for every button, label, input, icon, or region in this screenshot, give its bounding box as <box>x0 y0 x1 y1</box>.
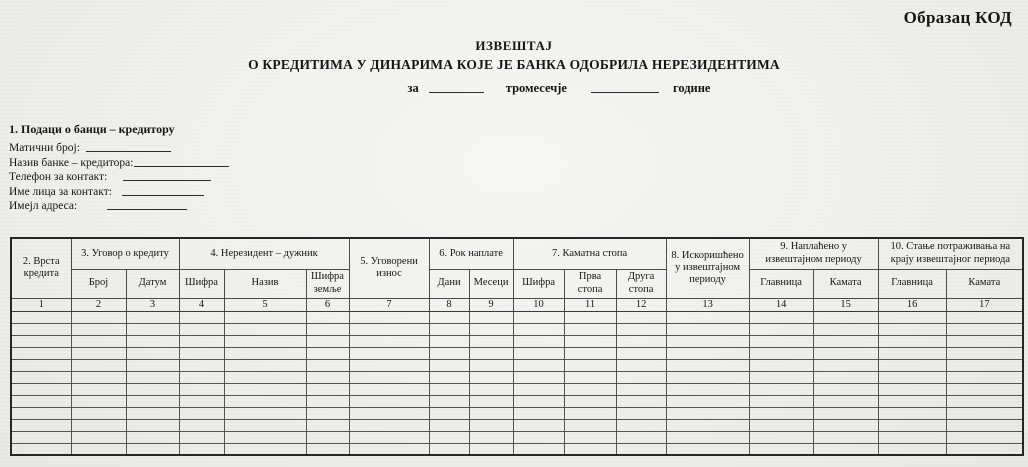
table-cell[interactable] <box>564 407 616 419</box>
table-cell[interactable] <box>564 395 616 407</box>
table-cell[interactable] <box>429 431 469 443</box>
table-cell[interactable] <box>224 359 306 371</box>
table-cell[interactable] <box>666 407 749 419</box>
table-cell[interactable] <box>224 443 306 455</box>
table-cell[interactable] <box>349 383 429 395</box>
table-cell[interactable] <box>469 395 513 407</box>
table-cell[interactable] <box>11 335 71 347</box>
table-cell[interactable] <box>564 311 616 323</box>
table-cell[interactable] <box>878 407 946 419</box>
table-cell[interactable] <box>306 371 349 383</box>
table-cell[interactable] <box>513 323 564 335</box>
table-cell[interactable] <box>749 443 813 455</box>
table-cell[interactable] <box>616 419 666 431</box>
column-number: 4 <box>179 298 224 311</box>
table-cell[interactable] <box>946 395 1023 407</box>
table-cell[interactable] <box>946 347 1023 359</box>
table-cell[interactable] <box>749 395 813 407</box>
table-cell[interactable] <box>126 419 179 431</box>
form-title-line2: О КРЕДИТИМА У ДИНАРИМА КОЈЕ ЈЕ БАНКА ОДОБРИЛА НЕРЕЗИДЕНТИМА <box>248 57 780 72</box>
table-cell[interactable] <box>349 443 429 455</box>
table-cell[interactable] <box>813 395 878 407</box>
table-row <box>11 335 1023 347</box>
table-cell[interactable] <box>564 335 616 347</box>
table-cell[interactable] <box>179 323 224 335</box>
table-cell[interactable] <box>224 323 306 335</box>
table-cell[interactable] <box>429 347 469 359</box>
table-cell[interactable] <box>429 443 469 455</box>
table-cell[interactable] <box>224 407 306 419</box>
column-number: 3 <box>126 298 179 311</box>
field-row <box>9 141 229 156</box>
table-cell[interactable] <box>11 359 71 371</box>
column-number: 15 <box>813 298 878 311</box>
table-cell[interactable] <box>813 443 878 455</box>
table-cell[interactable] <box>11 431 71 443</box>
table-cell[interactable] <box>946 359 1023 371</box>
table-cell[interactable] <box>666 347 749 359</box>
table-cell[interactable] <box>11 443 71 455</box>
table-cell[interactable] <box>71 335 126 347</box>
column-number: 13 <box>666 298 749 311</box>
table-cell[interactable] <box>126 311 179 323</box>
table-cell[interactable] <box>429 359 469 371</box>
table-cell[interactable] <box>813 359 878 371</box>
table-cell[interactable] <box>224 395 306 407</box>
table-cell[interactable] <box>179 335 224 347</box>
bank-name-field[interactable] <box>134 156 229 167</box>
table-cell[interactable] <box>749 347 813 359</box>
table-cell[interactable] <box>749 431 813 443</box>
table-cell[interactable] <box>946 335 1023 347</box>
column-number: 9 <box>469 298 513 311</box>
table-cell[interactable] <box>749 419 813 431</box>
table-cell[interactable] <box>429 323 469 335</box>
contact-phone-field[interactable] <box>123 170 211 181</box>
field-row <box>9 170 229 185</box>
table-cell[interactable] <box>878 395 946 407</box>
table-cell[interactable] <box>179 407 224 419</box>
table-cell[interactable] <box>946 419 1023 431</box>
table-cell[interactable] <box>813 431 878 443</box>
table-cell[interactable] <box>349 371 429 383</box>
sub-header-row <box>11 269 1023 298</box>
table-cell[interactable] <box>71 359 126 371</box>
col-header-interest-collected: Камата <box>813 269 878 298</box>
column-number: 2 <box>71 298 126 311</box>
period-suffix-label: године <box>672 81 711 95</box>
table-cell[interactable] <box>749 407 813 419</box>
table-cell[interactable] <box>349 347 429 359</box>
table-row <box>11 371 1023 383</box>
table-cell[interactable] <box>71 383 126 395</box>
table-cell[interactable] <box>513 383 564 395</box>
table-cell[interactable] <box>564 419 616 431</box>
table-cell[interactable] <box>946 311 1023 323</box>
field-row <box>9 199 229 214</box>
table-cell[interactable] <box>946 443 1023 455</box>
table-cell[interactable] <box>564 359 616 371</box>
table-cell[interactable] <box>349 323 429 335</box>
matical-number-label: Матични број: <box>9 142 80 154</box>
table-cell[interactable] <box>513 371 564 383</box>
table-cell[interactable] <box>71 323 126 335</box>
table-cell[interactable] <box>946 383 1023 395</box>
group-header-collection-term: 6. Рок наплате <box>429 238 513 269</box>
period-prefix-label: за <box>407 81 419 95</box>
col-header-contract-number: Број <box>71 269 126 298</box>
credits-report-table <box>10 237 1024 456</box>
table-cell[interactable] <box>469 383 513 395</box>
table-cell[interactable] <box>878 431 946 443</box>
table-row <box>11 311 1023 323</box>
table-cell[interactable] <box>513 443 564 455</box>
table-cell[interactable] <box>878 371 946 383</box>
table-cell[interactable] <box>469 359 513 371</box>
col-header-days: Дани <box>429 269 469 298</box>
column-number: 14 <box>749 298 813 311</box>
table-cell[interactable] <box>616 311 666 323</box>
table-cell[interactable] <box>666 335 749 347</box>
table-cell[interactable] <box>469 323 513 335</box>
table-body <box>11 311 1023 455</box>
table-cell[interactable] <box>429 371 469 383</box>
table-cell[interactable] <box>564 431 616 443</box>
table-cell[interactable] <box>813 335 878 347</box>
table-cell[interactable] <box>946 323 1023 335</box>
table-cell[interactable] <box>666 419 749 431</box>
table-cell[interactable] <box>564 443 616 455</box>
table-cell[interactable] <box>616 323 666 335</box>
col-header-used-in-period: 8. Искоришћено у извештајном периоду <box>666 238 749 298</box>
column-number: 6 <box>306 298 349 311</box>
group-header-row <box>11 238 1023 269</box>
table-cell[interactable] <box>126 335 179 347</box>
table-cell[interactable] <box>306 395 349 407</box>
table-cell[interactable] <box>513 419 564 431</box>
table-cell[interactable] <box>11 347 71 359</box>
table-cell[interactable] <box>71 431 126 443</box>
table-cell[interactable] <box>126 347 179 359</box>
table-row <box>11 443 1023 455</box>
col-header-interest-outstanding: Камата <box>946 269 1023 298</box>
column-number: 17 <box>946 298 1023 311</box>
col-header-months: Месеци <box>469 269 513 298</box>
group-header-claims-end-of-period: 10. Стање потраживања на крају извештајног периода <box>878 238 1023 269</box>
table-cell[interactable] <box>878 347 946 359</box>
col-header-country-code: Шифра земље <box>306 269 349 298</box>
table-cell[interactable] <box>11 311 71 323</box>
table-cell[interactable] <box>126 443 179 455</box>
table-cell[interactable] <box>749 323 813 335</box>
table-row <box>11 431 1023 443</box>
table-cell[interactable] <box>179 371 224 383</box>
table-row <box>11 347 1023 359</box>
table-cell[interactable] <box>469 371 513 383</box>
table-cell[interactable] <box>616 383 666 395</box>
table-cell[interactable] <box>666 395 749 407</box>
table-cell[interactable] <box>224 383 306 395</box>
year-blank-field[interactable] <box>591 81 659 93</box>
table-cell[interactable] <box>878 335 946 347</box>
table-cell[interactable] <box>224 311 306 323</box>
table-cell[interactable] <box>429 383 469 395</box>
table-cell[interactable] <box>666 323 749 335</box>
table-cell[interactable] <box>126 407 179 419</box>
table-cell[interactable] <box>126 383 179 395</box>
table-cell[interactable] <box>666 311 749 323</box>
table-row <box>11 323 1023 335</box>
table-cell[interactable] <box>813 383 878 395</box>
table-cell[interactable] <box>126 431 179 443</box>
column-number: 1 <box>11 298 71 311</box>
table-cell[interactable] <box>813 407 878 419</box>
table-row <box>11 419 1023 431</box>
table-cell[interactable] <box>11 419 71 431</box>
table-cell[interactable] <box>878 443 946 455</box>
table-cell[interactable] <box>878 323 946 335</box>
table-cell[interactable] <box>564 347 616 359</box>
table-cell[interactable] <box>513 395 564 407</box>
table-cell[interactable] <box>469 443 513 455</box>
table-cell[interactable] <box>946 371 1023 383</box>
table-row <box>11 383 1023 395</box>
table-cell[interactable] <box>306 311 349 323</box>
table-cell[interactable] <box>878 311 946 323</box>
column-number: 10 <box>513 298 564 311</box>
matical-number-field[interactable] <box>86 141 171 152</box>
table-cell[interactable] <box>11 407 71 419</box>
table-cell[interactable] <box>564 323 616 335</box>
group-header-interest-rate: 7. Каматна стопа <box>513 238 666 269</box>
table-cell[interactable] <box>878 359 946 371</box>
col-header-contract-date: Датум <box>126 269 179 298</box>
col-header-rate-code: Шифра <box>513 269 564 298</box>
field-row <box>9 156 229 171</box>
column-number: 12 <box>616 298 666 311</box>
column-number: 5 <box>224 298 306 311</box>
table-cell[interactable] <box>224 419 306 431</box>
table-row <box>11 395 1023 407</box>
table-cell[interactable] <box>179 431 224 443</box>
bank-creditor-section <box>9 122 229 214</box>
col-header-debtor-name: Назив <box>224 269 306 298</box>
bank-name-label: Назив банке – кредитора: <box>9 156 134 169</box>
table-cell[interactable] <box>813 323 878 335</box>
table-cell[interactable] <box>126 371 179 383</box>
table-cell[interactable] <box>306 347 349 359</box>
table-cell[interactable] <box>469 311 513 323</box>
column-number: 8 <box>429 298 469 311</box>
column-number-row <box>11 298 1023 311</box>
table-cell[interactable] <box>469 431 513 443</box>
column-number: 7 <box>349 298 429 311</box>
table-cell[interactable] <box>469 347 513 359</box>
col-header-credit-type: 2. Врста кредита <box>11 238 71 298</box>
table-cell[interactable] <box>749 335 813 347</box>
table-cell[interactable] <box>513 359 564 371</box>
group-header-nonresident-debtor: 4. Нерезидент – дужник <box>179 238 349 269</box>
field-row <box>9 185 229 200</box>
col-header-debtor-code: Шифра <box>179 269 224 298</box>
table-cell[interactable] <box>878 419 946 431</box>
table-cell[interactable] <box>179 311 224 323</box>
table-cell[interactable] <box>666 431 749 443</box>
table-cell[interactable] <box>616 371 666 383</box>
table-cell[interactable] <box>349 407 429 419</box>
table-cell[interactable] <box>878 383 946 395</box>
contact-person-label: Име лица за контакт: <box>9 185 112 198</box>
table-cell[interactable] <box>306 323 349 335</box>
table-cell[interactable] <box>429 395 469 407</box>
table-cell[interactable] <box>749 383 813 395</box>
table-cell[interactable] <box>616 407 666 419</box>
table-cell[interactable] <box>179 419 224 431</box>
col-header-first-rate: Прва стопа <box>564 269 616 298</box>
table-cell[interactable] <box>349 419 429 431</box>
table-cell[interactable] <box>11 323 71 335</box>
table-cell[interactable] <box>666 383 749 395</box>
table-cell[interactable] <box>946 431 1023 443</box>
table-cell[interactable] <box>179 383 224 395</box>
form-title-block <box>0 38 1028 96</box>
table-cell[interactable] <box>429 407 469 419</box>
table-cell[interactable] <box>349 311 429 323</box>
table-cell[interactable] <box>469 407 513 419</box>
table-cell[interactable] <box>946 407 1023 419</box>
table-cell[interactable] <box>71 419 126 431</box>
reporting-period-line <box>45 81 1028 96</box>
table-cell[interactable] <box>71 395 126 407</box>
table-cell[interactable] <box>666 443 749 455</box>
table-cell[interactable] <box>349 395 429 407</box>
table-cell[interactable] <box>513 311 564 323</box>
column-number: 11 <box>564 298 616 311</box>
table-cell[interactable] <box>224 371 306 383</box>
table-cell[interactable] <box>224 347 306 359</box>
contact-person-field[interactable] <box>122 185 204 196</box>
table-cell[interactable] <box>71 443 126 455</box>
quarter-blank-field[interactable] <box>429 81 484 93</box>
table-cell[interactable] <box>616 443 666 455</box>
table-cell[interactable] <box>513 431 564 443</box>
table-cell[interactable] <box>224 335 306 347</box>
table-cell[interactable] <box>306 419 349 431</box>
col-header-second-rate: Друга стопа <box>616 269 666 298</box>
col-header-contracted-amount: 5. Уговорени износ <box>349 238 429 298</box>
form-code-label: Образац КОД <box>903 8 1012 27</box>
table-cell[interactable] <box>126 395 179 407</box>
table-cell[interactable] <box>749 371 813 383</box>
table-cell[interactable] <box>666 371 749 383</box>
table-cell[interactable] <box>749 311 813 323</box>
table-cell[interactable] <box>179 359 224 371</box>
table-cell[interactable] <box>179 443 224 455</box>
table-cell[interactable] <box>429 419 469 431</box>
table-cell[interactable] <box>749 359 813 371</box>
table-cell[interactable] <box>616 431 666 443</box>
table-cell[interactable] <box>616 395 666 407</box>
table-cell[interactable] <box>71 407 126 419</box>
table-cell[interactable] <box>513 407 564 419</box>
email-address-field[interactable] <box>107 199 187 210</box>
table-cell[interactable] <box>813 419 878 431</box>
table-cell[interactable] <box>349 359 429 371</box>
col-header-principal-outstanding: Главница <box>878 269 946 298</box>
column-number: 16 <box>878 298 946 311</box>
table-cell[interactable] <box>71 347 126 359</box>
table-cell[interactable] <box>11 395 71 407</box>
table-cell[interactable] <box>616 335 666 347</box>
section1-heading: 1. Подаци о банци – кредитору <box>9 122 175 136</box>
table-cell[interactable] <box>126 323 179 335</box>
table-cell[interactable] <box>469 335 513 347</box>
table-cell[interactable] <box>349 431 429 443</box>
table-cell[interactable] <box>513 347 564 359</box>
table-cell[interactable] <box>616 359 666 371</box>
table-row <box>11 407 1023 419</box>
group-header-credit-contract: 3. Уговор о кредиту <box>71 238 179 269</box>
table-cell[interactable] <box>813 347 878 359</box>
table-cell[interactable] <box>813 371 878 383</box>
table-cell[interactable] <box>224 431 306 443</box>
table-cell[interactable] <box>306 359 349 371</box>
table-cell[interactable] <box>429 311 469 323</box>
contact-phone-label: Телефон за контакт: <box>9 171 108 184</box>
table-cell[interactable] <box>666 359 749 371</box>
table-cell[interactable] <box>469 419 513 431</box>
table-row <box>11 359 1023 371</box>
period-middle-label: тромесечје <box>505 81 567 95</box>
table-cell[interactable] <box>71 311 126 323</box>
table-cell[interactable] <box>813 311 878 323</box>
table-cell[interactable] <box>616 347 666 359</box>
table-cell[interactable] <box>179 395 224 407</box>
table-cell[interactable] <box>11 383 71 395</box>
email-address-label: Имејл адреса: <box>9 200 78 213</box>
table-cell[interactable] <box>349 335 429 347</box>
group-header-collected-in-period: 9. Наплаћено у извештајном периоду <box>749 238 878 269</box>
table-cell[interactable] <box>179 347 224 359</box>
table-cell[interactable] <box>429 335 469 347</box>
col-header-principal-collected: Главница <box>749 269 813 298</box>
table-cell[interactable] <box>306 335 349 347</box>
table-cell[interactable] <box>306 407 349 419</box>
table-cell[interactable] <box>71 371 126 383</box>
table-cell[interactable] <box>126 359 179 371</box>
form-title-line1: ИЗВЕШТАЈ <box>475 38 553 53</box>
table-cell[interactable] <box>306 383 349 395</box>
table-cell[interactable] <box>513 335 564 347</box>
table-cell[interactable] <box>306 443 349 455</box>
table-cell[interactable] <box>564 371 616 383</box>
table-cell[interactable] <box>11 371 71 383</box>
table-cell[interactable] <box>564 383 616 395</box>
table-cell[interactable] <box>306 431 349 443</box>
